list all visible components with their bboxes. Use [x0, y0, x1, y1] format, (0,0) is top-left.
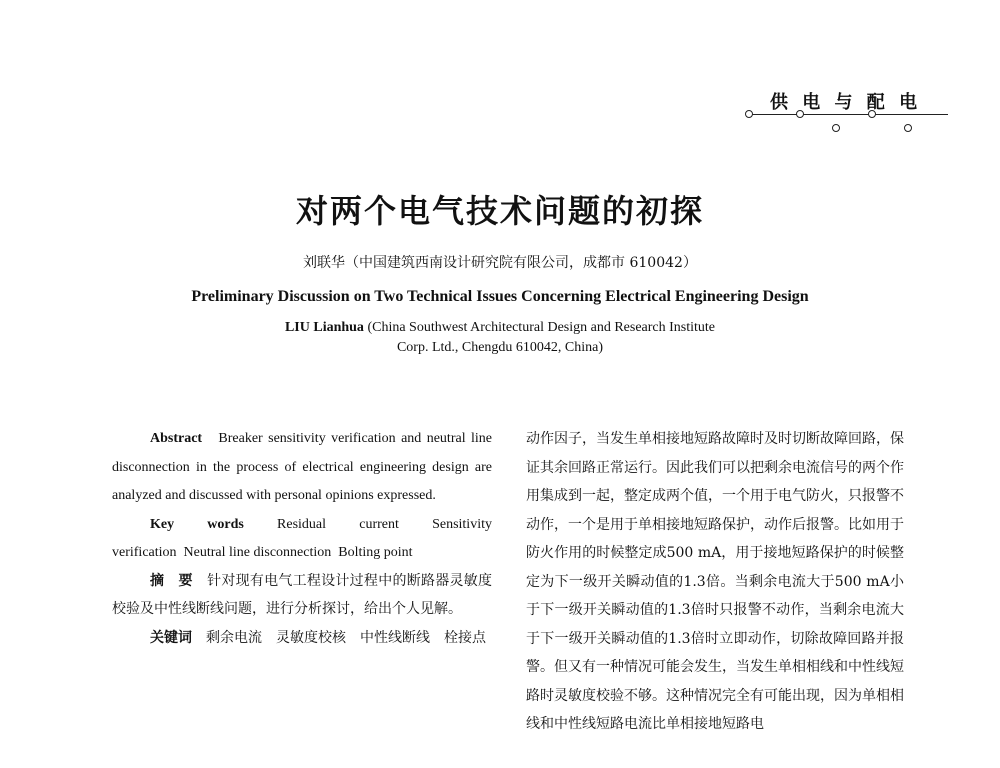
header-node [832, 124, 840, 132]
article-title-cn: 对两个电气技术问题的初探 [295, 192, 704, 230]
section-header-title: 供 电 与 配 电 [770, 92, 922, 113]
author-en-affiliation-1: (China Southwest Architectural Design and Research Institute [367, 320, 716, 335]
keywords-label-1: Key [150, 516, 175, 532]
section-header [748, 88, 1000, 138]
right-column [526, 425, 904, 739]
keyword-1: Residual [277, 516, 327, 532]
keyword-3: Sensitivity [432, 516, 492, 532]
keywords-en-rest: verification Neutral line disconnection Bolting point [112, 545, 413, 560]
keywords-en-line [112, 511, 492, 540]
abstract-cn-text: 针对现有电气工程设计过程中的断路器灵敏度校验及中性线断线问题，进行分析探讨，给出个人见解。 [112, 573, 493, 617]
abstract-label: Abstract [150, 431, 203, 446]
abstract-cn [112, 568, 492, 625]
header-rule [748, 114, 948, 115]
article-title-en: Preliminary Discussion on Two Technical Issues Concerning Electrical Engineering Design [191, 288, 809, 305]
author-en [0, 318, 1000, 358]
header-node [745, 110, 753, 118]
author-en-name: LIU Lianhua [284, 320, 364, 335]
header-node [904, 124, 912, 132]
keyword-2: current [359, 516, 399, 532]
author-cn: 刘联华（中国建筑西南设计研究院有限公司，成都市 610042） [303, 255, 697, 271]
keywords-cn-label: 关键词 [150, 630, 192, 646]
abstract-cn-label: 摘 要 [150, 573, 193, 589]
keywords-label-2: words [207, 516, 244, 532]
body-paragraph: 动作因子，当发生单相接地短路故障时及时切断故障回路，保证其余回路正常运行。因此我们可以把剩余电流信号的两个作用集成到一起，整定成两个值，一个用于电气防火，只报警不动作，一个是用于单相接地短路保护，动作后报警。比如用于防火作用的时候整定成500 mA，用于接地短路保护的时候整定为下一级开关瞬动值的1.3倍。当剩余电流大于500 mA小于下一级开关瞬动值的1.3倍时只报警不动作，当剩余电流大于下一级开关瞬动值的1.3倍时立即动作，切除故障回路并报警。但又有一种情况可能会发生，当发生单相相线和中性线短路时灵敏度校验不够。这种情况完全有可能出现，因为单相相线和中性线短路电流比单相接地短路电 [526, 431, 904, 732]
keywords-cn-text: 剩余电流 灵敏度校核 中性线断线 栓接点 [206, 630, 486, 646]
abstract-en [112, 425, 492, 511]
keywords-cn [112, 625, 492, 654]
left-column [112, 425, 492, 653]
author-en-affiliation-2: Corp. Ltd., Chengdu 610042, China) [396, 340, 604, 355]
abstract-text: Breaker sensitivity verification and neutral line disconnection in the process of electrical engineering design are analyzed and discussed with personal opinions expressed. [112, 431, 493, 503]
